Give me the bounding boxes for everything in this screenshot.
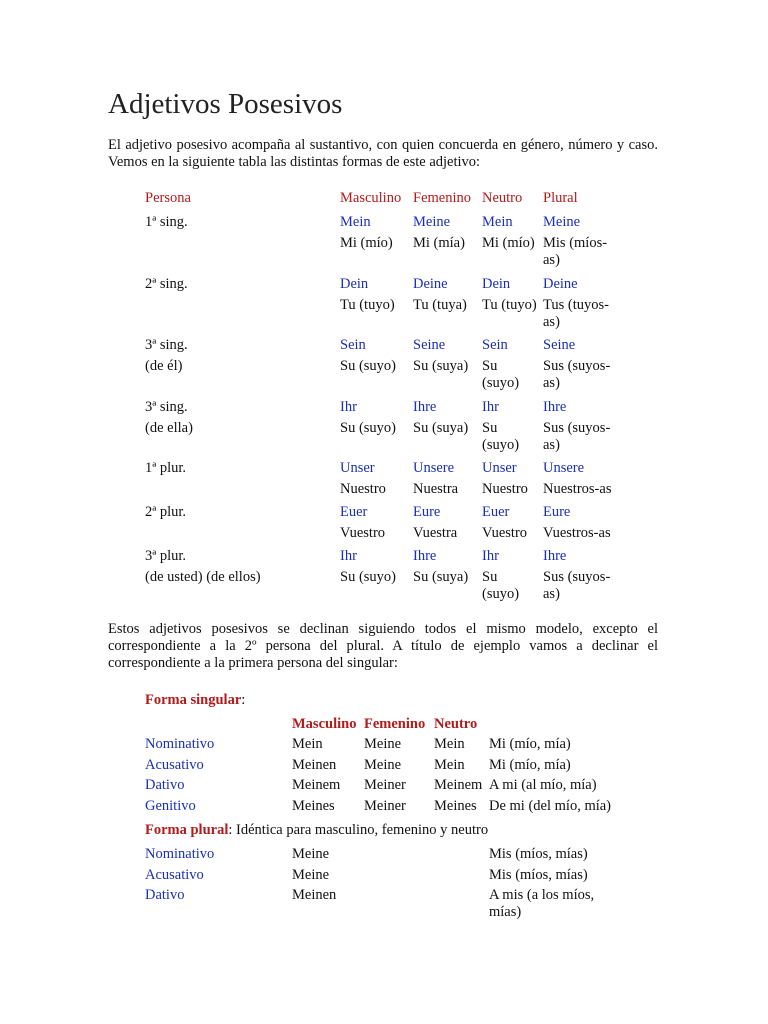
case-label: Acusativo bbox=[145, 866, 204, 883]
header-masculino: Masculino bbox=[340, 190, 402, 206]
german-cell: Meine bbox=[292, 866, 330, 883]
sing-header-neutro: Neutro bbox=[434, 716, 478, 732]
neutro-cell: Mein bbox=[434, 736, 465, 752]
sing-header-masculino: Masculino bbox=[292, 716, 357, 732]
german-plural-cell: Ihre bbox=[543, 399, 567, 415]
german-femenino-cell: Deine bbox=[413, 276, 448, 292]
spanish-masculino-cell: Mi (mío) bbox=[340, 235, 393, 251]
spanish-cell: Mi (mío, mía) bbox=[489, 756, 571, 773]
persona-cell: (de ella) bbox=[145, 420, 193, 436]
spanish-neutro-cell: Mi (mío) bbox=[482, 235, 535, 251]
german-masculino-cell: Mein bbox=[340, 214, 371, 230]
persona-cell: (de él) bbox=[145, 358, 183, 374]
german-plural-cell: Meine bbox=[543, 214, 581, 230]
german-neutro-cell: Sein bbox=[482, 337, 508, 353]
german-plural-cell: Ihre bbox=[543, 548, 567, 564]
case-label: Nominativo bbox=[145, 736, 215, 752]
spanish-neutro-cell: Nuestro bbox=[482, 481, 528, 497]
case-label: Acusativo bbox=[145, 756, 204, 773]
spanish-femenino-cell: Tu (tuya) bbox=[413, 297, 467, 313]
spanish-cell: mías) bbox=[489, 904, 522, 920]
spanish-cell: De mi (del mío, mía) bbox=[489, 797, 612, 814]
spanish-masculino-cell: Tu (tuyo) bbox=[340, 297, 395, 313]
case-label: Dativo bbox=[145, 887, 185, 903]
spanish-plural-cell: Nuestros-as bbox=[543, 481, 612, 497]
spanish-neutro-cell: Tu (tuyo) bbox=[482, 297, 537, 313]
spanish-femenino-cell: Su (suya) bbox=[413, 358, 469, 374]
spanish-cell: A mis (a los míos, bbox=[489, 887, 595, 903]
german-neutro-cell: Ihr bbox=[482, 399, 499, 415]
german-plural-cell: Seine bbox=[543, 337, 576, 353]
case-label: Dativo bbox=[145, 777, 185, 793]
spanish-femenino-cell: Su (suya) bbox=[413, 569, 469, 585]
forma-plural-heading: Forma plural: Idéntica para masculino, femenino y neutro bbox=[145, 822, 489, 838]
intro-paragraph: El adjetivo posesivo acompaña al sustantivo, con quien concuerda en género, número y caso. Vemos en la siguiente tabla las distintas formas de este adjetivo: bbox=[108, 137, 658, 170]
neutro-cell: Meines bbox=[434, 797, 477, 814]
german-masculino-cell: Unser bbox=[340, 460, 375, 476]
spanish-plural-cell: Sus (suyos-as) bbox=[543, 569, 611, 602]
page-title: Adjetivos Posesivos bbox=[108, 88, 343, 120]
german-neutro-cell: Ihr bbox=[482, 548, 499, 564]
sing-header-femenino: Femenino bbox=[364, 716, 426, 732]
femenino-cell: Meine bbox=[364, 756, 402, 773]
masculino-cell: Mein bbox=[292, 736, 323, 752]
spanish-plural-cell: Mis (míos-as) bbox=[543, 235, 608, 268]
femenino-cell: Meine bbox=[364, 736, 402, 752]
persona-cell: 1ª plur. bbox=[145, 460, 187, 476]
declension-paragraph: Estos adjetivos posesivos se declinan siguiendo todos el mismo modelo, excepto el correspondiente a la 2º persona del plural. A título de ejemplo vamos a declinar el correspondiente a la primera persona del singular: bbox=[108, 621, 658, 671]
spanish-neutro-cell: Su (suyo) bbox=[482, 358, 520, 391]
persona-cell: (de usted) (de ellos) bbox=[145, 569, 261, 585]
spanish-cell: Mis (míos, mías) bbox=[489, 866, 588, 883]
masculino-cell: Meinem bbox=[292, 777, 341, 793]
spanish-masculino-cell: Nuestro bbox=[340, 481, 386, 497]
neutro-cell: Meinem bbox=[434, 777, 483, 793]
german-masculino-cell: Euer bbox=[340, 504, 368, 520]
case-label: Genitivo bbox=[145, 797, 196, 814]
spanish-neutro-cell: Vuestro bbox=[482, 525, 528, 541]
masculino-cell: Meinen bbox=[292, 756, 337, 773]
persona-cell: 3ª sing. bbox=[145, 399, 188, 415]
femenino-cell: Meiner bbox=[364, 777, 406, 793]
german-plural-cell: Deine bbox=[543, 276, 578, 292]
german-femenino-cell: Ihre bbox=[413, 548, 437, 564]
forma-singular-heading: Forma singular: bbox=[145, 692, 246, 708]
persona-cell: 3ª plur. bbox=[145, 548, 187, 564]
german-plural-cell: Eure bbox=[543, 504, 571, 520]
case-label: Nominativo bbox=[145, 846, 215, 862]
german-masculino-cell: Ihr bbox=[340, 548, 357, 564]
spanish-femenino-cell: Nuestra bbox=[413, 481, 459, 497]
header-plural: Plural bbox=[543, 190, 578, 206]
german-neutro-cell: Mein bbox=[482, 214, 513, 230]
femenino-cell: Meiner bbox=[364, 797, 406, 814]
header-persona: Persona bbox=[145, 190, 191, 206]
spanish-plural-cell: Vuestros-as bbox=[543, 525, 611, 541]
spanish-plural-cell: Sus (suyos-as) bbox=[543, 420, 611, 453]
spanish-masculino-cell: Vuestro bbox=[340, 525, 386, 541]
german-femenino-cell: Unsere bbox=[413, 460, 455, 476]
german-plural-cell: Unsere bbox=[543, 460, 585, 476]
german-femenino-cell: Meine bbox=[413, 214, 451, 230]
german-masculino-cell: Sein bbox=[340, 337, 366, 353]
spanish-femenino-cell: Vuestra bbox=[413, 525, 458, 541]
german-femenino-cell: Ihre bbox=[413, 399, 437, 415]
spanish-cell: A mi (al mío, mía) bbox=[489, 777, 597, 793]
german-masculino-cell: Dein bbox=[340, 276, 369, 292]
spanish-cell: Mis (míos, mías) bbox=[489, 846, 588, 862]
german-cell: Meinen bbox=[292, 887, 337, 903]
persona-cell: 2ª plur. bbox=[145, 504, 187, 520]
spanish-femenino-cell: Su (suya) bbox=[413, 420, 469, 436]
german-femenino-cell: Eure bbox=[413, 504, 441, 520]
neutro-cell: Mein bbox=[434, 756, 465, 773]
masculino-cell: Meines bbox=[292, 797, 335, 814]
spanish-masculino-cell: Su (suyo) bbox=[340, 420, 396, 436]
german-neutro-cell: Unser bbox=[482, 460, 517, 476]
german-cell: Meine bbox=[292, 846, 330, 862]
spanish-masculino-cell: Su (suyo) bbox=[340, 358, 396, 374]
spanish-cell: Mi (mío, mía) bbox=[489, 736, 571, 752]
german-masculino-cell: Ihr bbox=[340, 399, 357, 415]
persona-cell: 2ª sing. bbox=[145, 276, 188, 292]
persona-cell: 3ª sing. bbox=[145, 337, 188, 353]
spanish-neutro-cell: Su (suyo) bbox=[482, 420, 520, 453]
german-neutro-cell: Euer bbox=[482, 504, 510, 520]
german-neutro-cell: Dein bbox=[482, 276, 511, 292]
header-femenino: Femenino bbox=[413, 190, 471, 206]
spanish-plural-cell: Sus (suyos-as) bbox=[543, 358, 611, 391]
german-femenino-cell: Seine bbox=[413, 337, 446, 353]
spanish-masculino-cell: Su (suyo) bbox=[340, 569, 396, 585]
spanish-neutro-cell: Su (suyo) bbox=[482, 569, 520, 602]
spanish-plural-cell: Tus (tuyos-as) bbox=[543, 297, 609, 330]
header-neutro: Neutro bbox=[482, 190, 523, 206]
persona-cell: 1ª sing. bbox=[145, 214, 188, 230]
spanish-femenino-cell: Mi (mía) bbox=[413, 235, 465, 251]
